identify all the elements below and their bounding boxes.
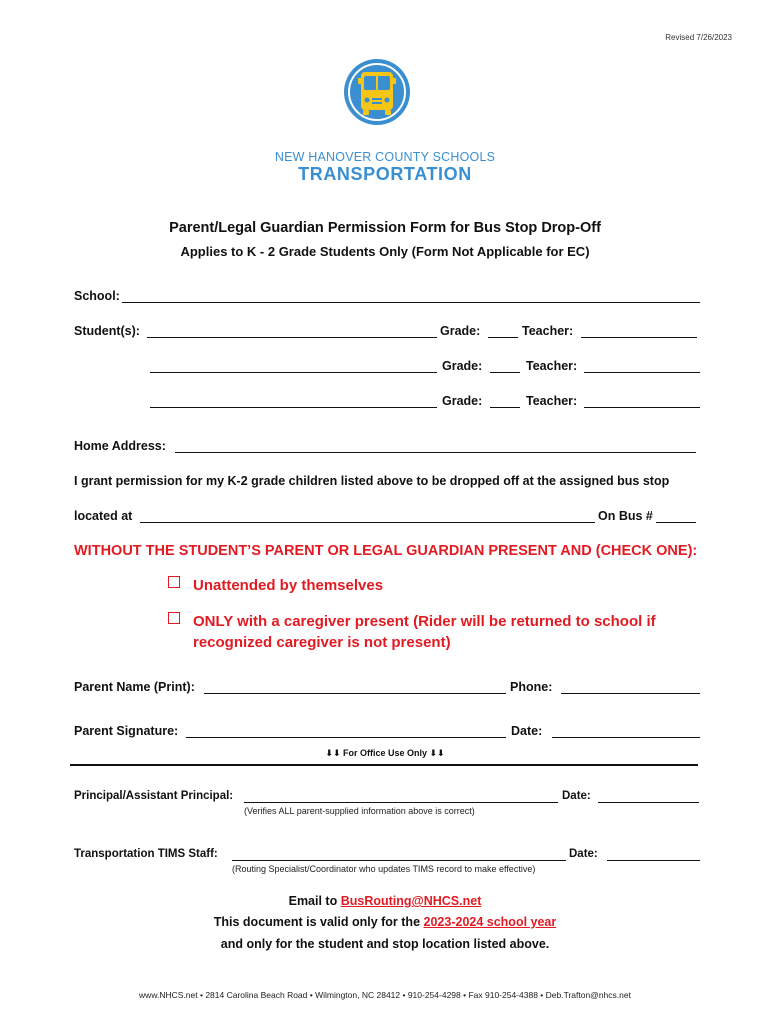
- phone-field[interactable]: [561, 693, 700, 694]
- school-bus-icon: [343, 58, 411, 136]
- tims-date-field[interactable]: [607, 860, 700, 861]
- grade-field-1[interactable]: [488, 337, 518, 338]
- logo-district-name: NEW HANOVER COUNTY SCHOOLS: [274, 149, 496, 165]
- principal-date-field[interactable]: [598, 802, 699, 803]
- tims-staff-label: Transportation TIMS Staff:: [74, 848, 218, 860]
- grade-label-1: Grade:: [440, 324, 481, 338]
- grade-field-2[interactable]: [490, 372, 520, 373]
- parent-name-field[interactable]: [204, 693, 506, 694]
- office-use-heading: ⬇⬇ For Office Use Only ⬇⬇: [325, 748, 445, 758]
- tims-date-label: Date:: [569, 848, 598, 860]
- unattended-option-label: Unattended by themselves: [193, 577, 384, 594]
- teacher-label-1: Teacher:: [522, 324, 574, 338]
- check-one-warning: WITHOUT THE STUDENT’S PARENT OR LEGAL GUARDIAN PRESENT AND (CHECK ONE):: [74, 543, 698, 559]
- bus-number-field[interactable]: [656, 522, 696, 523]
- student-name-field-1[interactable]: [147, 337, 437, 338]
- validity-scope-text: and only for the student and stop location listed above.: [220, 937, 550, 951]
- validity-prefix: This document is valid only for the: [213, 915, 421, 929]
- parent-signature-label: Parent Signature:: [74, 724, 179, 738]
- revised-date: Revised 7/26/2023: [665, 33, 732, 42]
- school-field[interactable]: [122, 302, 700, 303]
- grade-label-3: Grade:: [442, 394, 483, 408]
- footer-contact: www.NHCS.net • 2814 Carolina Beach Road • Wilmington, NC 28412 • 910-254-4298 • Fax 910-254-4388 • Deb.Trafton@nhcs.net: [139, 990, 631, 1000]
- tims-staff-signature-field[interactable]: [232, 860, 566, 861]
- teacher-field-3[interactable]: [584, 407, 700, 408]
- teacher-label-2: Teacher:: [526, 359, 578, 373]
- principal-note: (Verifies ALL parent-supplied information above is correct): [244, 806, 475, 816]
- bus-number-label: On Bus #: [598, 509, 653, 523]
- logo-department-name: TRANSPORTATION: [298, 164, 472, 184]
- form-title: Parent/Legal Guardian Permission Form for Bus Stop Drop-Off: [169, 220, 601, 236]
- tims-staff-note: (Routing Specialist/Coordinator who updates TIMS record to make effective): [232, 864, 536, 874]
- home-address-label: Home Address:: [74, 439, 166, 453]
- form-subtitle: Applies to K - 2 Grade Students Only (Form Not Applicable for EC): [180, 244, 590, 259]
- parent-date-field[interactable]: [552, 737, 700, 738]
- email-prefix: Email to: [288, 894, 338, 908]
- caregiver-option-label-continued: recognized caregiver is not present): [193, 634, 451, 651]
- student-name-field-3[interactable]: [150, 407, 437, 408]
- parent-name-label: Parent Name (Print):: [74, 680, 195, 694]
- grade-field-3[interactable]: [490, 407, 520, 408]
- teacher-field-2[interactable]: [584, 372, 700, 373]
- bus-stop-location-field[interactable]: [140, 522, 595, 523]
- office-use-divider: [70, 764, 698, 766]
- grade-label-2: Grade:: [442, 359, 483, 373]
- email-link[interactable]: BusRouting@NHCS.net: [340, 894, 482, 908]
- email-line: [0, 894, 770, 908]
- principal-signature-field[interactable]: [244, 802, 558, 803]
- student-name-field-2[interactable]: [150, 372, 437, 373]
- principal-label: Principal/Assistant Principal:: [74, 790, 234, 802]
- students-label: Student(s):: [74, 324, 140, 338]
- school-year-link[interactable]: 2023-2024 school year: [423, 915, 557, 929]
- validity-line: [0, 915, 770, 929]
- school-label: School:: [74, 289, 120, 303]
- home-address-field[interactable]: [175, 452, 696, 453]
- unattended-checkbox[interactable]: [168, 576, 180, 588]
- caregiver-option-label: ONLY with a caregiver present (Rider will be returned to school if: [193, 613, 656, 630]
- phone-label: Phone:: [510, 680, 553, 694]
- parent-signature-field[interactable]: [186, 737, 506, 738]
- teacher-label-3: Teacher:: [526, 394, 578, 408]
- permission-text: I grant permission for my K-2 grade children listed above to be dropped off at the assigned bus stop: [74, 474, 670, 488]
- principal-date-label: Date:: [562, 790, 591, 802]
- teacher-field-1[interactable]: [581, 337, 697, 338]
- located-at-label: located at: [74, 509, 133, 523]
- caregiver-checkbox[interactable]: [168, 612, 180, 624]
- parent-date-label: Date:: [511, 724, 543, 738]
